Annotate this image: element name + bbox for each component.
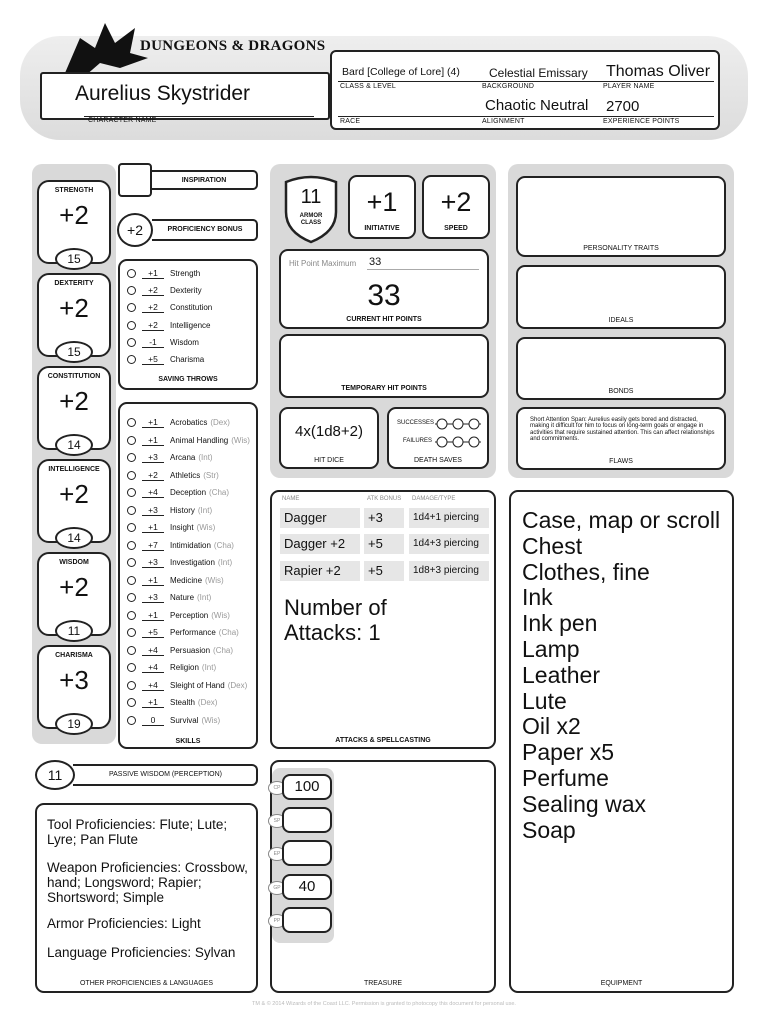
proficiency-circle-icon[interactable]: [127, 611, 136, 620]
header: [0, 0, 768, 150]
equipment-title: EQUIPMENT: [600, 980, 643, 987]
initiative-value[interactable]: +1: [366, 187, 398, 217]
info-line-1: [338, 81, 714, 82]
skill-value: +5: [142, 627, 164, 638]
ability-strength: [37, 180, 111, 264]
skill-value: +7: [142, 540, 164, 551]
proficiency-circle-icon[interactable]: [127, 453, 136, 462]
equipment-item: Clothes, fine: [522, 558, 650, 585]
alignment-label: ALIGNMENT: [482, 118, 525, 125]
xp-value[interactable]: 2700: [606, 98, 640, 115]
skill-name: Animal Handling: [170, 435, 229, 445]
failures-circles-icon[interactable]: [435, 436, 481, 448]
player-name-value[interactable]: Thomas Oliver: [606, 63, 711, 80]
attacks-title: ATTACKS & SPELLCASTING: [335, 737, 431, 744]
saving-throw-name: Constitution: [170, 303, 213, 312]
coin-gp: [273, 874, 332, 900]
skill-ability: (Dex): [197, 698, 218, 707]
skill-name: Medicine: [170, 575, 203, 585]
saving-throw-value: -1: [142, 337, 164, 348]
equipment-item: Ink pen: [522, 610, 598, 637]
skill-name: Survival: [170, 715, 199, 725]
skill-ability: (Int): [197, 505, 213, 515]
ability-score[interactable]: 19: [55, 713, 93, 735]
ability-modifier[interactable]: +2: [59, 386, 89, 416]
skill-value: +3: [142, 505, 164, 516]
temp-hp-box: [279, 334, 489, 398]
class-level-value[interactable]: Bard [College of Lore] (4): [342, 66, 460, 78]
equipment-item: Lamp: [522, 635, 580, 662]
hp-max-value[interactable]: 33: [369, 256, 382, 268]
skill-ability: (Int): [198, 453, 213, 462]
coin-ep: [273, 840, 332, 866]
player-name-label: PLAYER NAME: [603, 83, 655, 90]
skill-row[interactable]: [120, 554, 232, 571]
attack-bonus[interactable]: +5: [364, 534, 404, 554]
ability-modifier[interactable]: +3: [59, 665, 89, 695]
proficiency-bonus-circle: [117, 213, 153, 247]
proficiency-circle-icon[interactable]: [127, 523, 136, 532]
coin-tag: EP: [268, 847, 286, 861]
skill-name: Sleight of Hand: [170, 680, 225, 690]
saving-throw-row[interactable]: [120, 282, 202, 299]
inspiration-box[interactable]: [118, 163, 152, 197]
ideals-box: [516, 265, 726, 329]
skill-row[interactable]: [120, 414, 230, 431]
ideals-label: IDEALS: [608, 317, 634, 324]
skill-name: Perception: [170, 610, 209, 620]
armor-class-value[interactable]: 11: [300, 186, 322, 208]
language-proficiencies-text: Language Proficiencies: Sylvan: [47, 945, 236, 960]
equipment-item: Paper x5: [522, 739, 615, 766]
equipment-item: Perfume: [522, 764, 609, 791]
attack-name[interactable]: Rapier +2: [280, 561, 360, 581]
saving-throw-value: +5: [142, 354, 164, 365]
flaws-label: FLAWS: [609, 458, 633, 465]
initiative-box: [348, 175, 416, 239]
attack-name[interactable]: Dagger: [280, 508, 360, 528]
background-label: BACKGROUND: [482, 83, 535, 90]
skill-ability: (Str): [203, 470, 219, 480]
skill-ability: (Wis): [196, 523, 216, 532]
attack-bonus[interactable]: +5: [364, 561, 404, 581]
coin-sp: [273, 807, 332, 833]
ability-modifier[interactable]: +2: [59, 200, 89, 230]
proficiency-circle-icon[interactable]: [127, 321, 136, 330]
ability-modifier[interactable]: +2: [59, 479, 89, 509]
equipment-item: Oil x2: [522, 713, 581, 740]
skill-value: +1: [142, 610, 164, 621]
skill-row[interactable]: [120, 694, 217, 711]
saving-throw-value: +1: [142, 268, 164, 279]
tool-proficiencies-text: Tool Proficiencies: Flute; Lute; Lyre; Pan Flute: [47, 817, 228, 847]
proficiency-circle-icon[interactable]: [127, 576, 136, 585]
skill-row[interactable]: [120, 467, 219, 484]
skill-ability: (Cha): [213, 540, 234, 550]
skill-value: +1: [142, 417, 164, 428]
skill-row[interactable]: [120, 624, 239, 641]
equipment-item: Ink: [522, 584, 553, 611]
flaws-text: Short Attention Span: Aurelius easily gets bored and distracted, making it difficult for him to focus on long-term goals or engage in activities that require sustained attention. This can affect relationships and commitments.: [530, 417, 715, 443]
ability-name: CONSTITUTION: [47, 373, 101, 380]
equipment-item: Case, map or scroll: [522, 507, 721, 533]
skill-row[interactable]: [120, 642, 233, 659]
saving-throw-value: +2: [142, 302, 164, 313]
skill-name: History: [170, 505, 195, 515]
ability-intelligence: [37, 459, 111, 543]
skill-ability: (Cha): [218, 628, 239, 637]
ability-name: INTELLIGENCE: [48, 466, 100, 473]
failures-label: FAILURES: [403, 438, 433, 444]
skills-title: SKILLS: [175, 738, 201, 745]
attack-damage[interactable]: 1d4+3 piercing: [409, 534, 489, 554]
skill-ability: (Cha): [209, 488, 230, 497]
skill-value: +4: [142, 487, 164, 498]
proficiency-circle-icon[interactable]: [127, 558, 136, 567]
skill-name: Insight: [170, 523, 194, 532]
skill-row[interactable]: [120, 607, 230, 624]
passive-wisdom-label: PASSIVE WISDOM (PERCEPTION): [108, 771, 223, 778]
skill-name: Nature: [170, 593, 195, 602]
skill-name: Intimidation: [170, 540, 211, 550]
proficiency-circle-icon[interactable]: [127, 488, 136, 497]
attack-damage[interactable]: 1d4+1 piercing: [409, 508, 489, 528]
skill-ability: (Dex): [210, 418, 230, 427]
skill-value: +1: [142, 575, 164, 586]
class-level-label: CLASS & LEVEL: [340, 83, 396, 90]
ability-charisma: [37, 645, 111, 729]
skill-name: Arcana: [170, 453, 196, 462]
proficiency-circle-icon[interactable]: [127, 628, 136, 637]
hp-max-label: Hit Point Maximum: [289, 259, 357, 268]
skill-value: +3: [142, 452, 164, 463]
coin-value[interactable]: [282, 907, 332, 933]
hit-dice-label: HIT DICE: [314, 457, 344, 464]
skill-ability: (Wis): [211, 610, 230, 620]
successes-label: SUCCESSES: [397, 420, 435, 426]
attacks-col-damage: DAMAGE/TYPE: [412, 496, 456, 502]
saving-throw-value: +2: [142, 285, 164, 296]
saving-throw-row[interactable]: [120, 317, 210, 334]
character-name-value[interactable]: Aurelius Skystrider: [75, 82, 251, 105]
skill-row[interactable]: [120, 484, 229, 501]
ability-score[interactable]: 14: [55, 434, 93, 456]
skill-row[interactable]: [120, 712, 220, 729]
skill-value: +3: [142, 592, 164, 603]
proficiency-circle-icon[interactable]: [127, 355, 136, 364]
skill-row[interactable]: [120, 449, 213, 466]
speed-value[interactable]: +2: [440, 187, 472, 217]
skill-row[interactable]: [120, 589, 211, 606]
skill-name: Religion: [170, 663, 199, 672]
ability-score[interactable]: 15: [55, 341, 93, 363]
ability-wisdom: [37, 552, 111, 636]
equipment-panel: [509, 490, 734, 993]
proficiency-circle-icon[interactable]: [127, 646, 136, 655]
skill-value: +2: [142, 470, 164, 481]
race-label: RACE: [340, 118, 361, 125]
saving-throw-row[interactable]: [120, 351, 204, 368]
skill-ability: (Int): [201, 663, 217, 672]
ability-constitution: [37, 366, 111, 450]
skill-value: +1: [142, 435, 164, 446]
proficiency-circle-icon[interactable]: [127, 269, 136, 278]
skill-name: Persuasion: [170, 645, 211, 655]
proficiency-circle-icon[interactable]: [127, 436, 136, 445]
inspiration-label: INSPIRATION: [181, 177, 227, 184]
footer-text: TM & © 2014 Wizards of the Coast LLC. Permission is granted to photocopy this document for personal use.: [252, 1001, 516, 1007]
proficiency-circle-icon[interactable]: [127, 418, 136, 427]
saving-throw-name: Wisdom: [170, 338, 199, 347]
proficiency-circle-icon[interactable]: [127, 593, 136, 602]
skills-panel: [118, 402, 258, 749]
coin-tag: GP: [268, 881, 286, 895]
attack-damage[interactable]: 1d8+3 piercing: [409, 561, 489, 581]
skill-row[interactable]: [120, 432, 250, 449]
saving-throws-panel: [118, 259, 258, 390]
alignment-value[interactable]: Chaotic Neutral: [485, 97, 589, 114]
skill-value: +4: [142, 645, 164, 656]
coin-tag: CP: [268, 781, 286, 795]
equipment-item: Chest: [522, 532, 583, 559]
saving-throws-title: SAVING THROWS: [158, 376, 218, 383]
skill-name: Performance: [170, 628, 216, 637]
saving-throw-name: Intelligence: [170, 321, 211, 330]
hit-dice-value[interactable]: 4x(1d8+2): [295, 423, 363, 440]
skill-row[interactable]: [120, 502, 212, 519]
skill-value: +4: [142, 662, 164, 673]
equipment-item: Soap: [522, 816, 576, 843]
skill-name: Athletics: [170, 470, 201, 480]
death-saves-box: [387, 407, 489, 469]
saving-throw-name: Charisma: [170, 355, 205, 364]
skill-value: +3: [142, 557, 164, 568]
bonds-box: [516, 337, 726, 400]
skill-ability: (Wis): [201, 715, 221, 725]
initiative-label: INITIATIVE: [364, 225, 400, 232]
ability-name: WISDOM: [59, 559, 89, 566]
equipment-item: Sealing wax: [522, 790, 647, 817]
skill-row[interactable]: [120, 659, 216, 676]
skill-value: 0: [142, 715, 164, 726]
saving-throw-row[interactable]: [120, 265, 200, 282]
skill-ability: (Int): [217, 558, 233, 567]
ability-modifier[interactable]: +2: [59, 293, 89, 323]
personality-traits-label: PERSONALITY TRAITS: [583, 245, 659, 252]
equipment-item: Lute: [522, 687, 567, 714]
skill-name: Deception: [170, 488, 207, 497]
current-hp-label: CURRENT HIT POINTS: [346, 316, 422, 323]
saving-throw-value: +2: [142, 320, 164, 331]
background-value[interactable]: Celestial Emissary: [489, 66, 588, 80]
skill-value: +1: [142, 522, 164, 533]
proficiency-bonus-value[interactable]: +2: [127, 222, 143, 238]
character-name-label: CHARACTER NAME: [88, 117, 157, 124]
ability-name: CHARISMA: [55, 652, 93, 659]
proficiency-circle-icon[interactable]: [127, 681, 136, 690]
info-line-2: [338, 116, 714, 117]
skill-row[interactable]: [120, 519, 215, 536]
dragon-logo-icon: [60, 18, 150, 78]
armor-proficiencies-text: Armor Proficiencies: Light: [47, 916, 201, 931]
hit-dice-box: [279, 407, 379, 469]
saving-throw-name: Dexterity: [170, 286, 202, 295]
attack-bonus[interactable]: +3: [364, 508, 404, 528]
current-hp-value[interactable]: 33: [367, 279, 401, 312]
current-hp-box: [279, 249, 489, 329]
equipment-list: [522, 508, 727, 843]
speed-label: SPEED: [444, 225, 468, 232]
skill-ability: (Wis): [205, 575, 224, 585]
temp-hp-label: TEMPORARY HIT POINTS: [341, 385, 427, 392]
ability-score[interactable]: 11: [55, 620, 93, 642]
ability-name: STRENGTH: [54, 187, 94, 194]
other-proficiencies-panel: [35, 803, 258, 993]
proficiency-circle-icon[interactable]: [127, 541, 136, 550]
skill-ability: (Cha): [213, 645, 234, 655]
attacks-panel: [270, 490, 496, 749]
bonds-label: BONDS: [608, 388, 634, 395]
proficiency-circle-icon[interactable]: [127, 303, 136, 312]
skill-row[interactable]: [120, 572, 224, 589]
death-saves-label: DEATH SAVES: [414, 457, 462, 464]
ability-score[interactable]: 15: [55, 248, 93, 270]
flaws-box: [516, 407, 726, 470]
skill-ability: (Dex): [227, 680, 248, 690]
attacks-col-bonus: ATK BONUS: [367, 496, 402, 502]
skill-value: +1: [142, 697, 164, 708]
proficiency-circle-icon[interactable]: [127, 506, 136, 515]
coin-value[interactable]: 40: [282, 874, 332, 900]
successes-circles-icon[interactable]: [435, 418, 481, 430]
passive-wisdom-circle: [35, 760, 75, 790]
saving-throw-row[interactable]: [120, 299, 212, 316]
proficiency-circle-icon[interactable]: [127, 338, 136, 347]
proficiency-circle-icon[interactable]: [127, 471, 136, 480]
logo-text: DUNGEONS & DRAGONS: [140, 38, 326, 54]
coin-cp: [273, 774, 332, 800]
treasure-title: TREASURE: [363, 980, 403, 987]
attacks-note: Number of Attacks: 1: [284, 595, 387, 645]
skill-row[interactable]: [120, 537, 234, 554]
armor-class-label: ARMOR CLASS: [299, 213, 323, 226]
passive-wisdom-value[interactable]: 11: [47, 767, 63, 783]
ability-dexterity: [37, 273, 111, 357]
saving-throw-row[interactable]: [120, 334, 199, 351]
attack-name[interactable]: Dagger +2: [280, 534, 360, 554]
ability-name: DEXTERITY: [54, 280, 94, 287]
hp-max-underline: [367, 269, 479, 270]
coin-value[interactable]: [282, 840, 332, 866]
skill-ability: (Wis): [231, 435, 250, 445]
ability-score[interactable]: 14: [55, 527, 93, 549]
proficiency-circle-icon[interactable]: [127, 663, 136, 672]
weapon-proficiencies-text: Weapon Proficiencies: Crossbow, hand; Longsword; Rapier; Shortsword; Simple: [47, 860, 248, 905]
coin-tag: PP: [268, 914, 286, 928]
coin-value[interactable]: 100: [282, 774, 332, 800]
ability-modifier[interactable]: +2: [59, 572, 89, 602]
xp-label: EXPERIENCE POINTS: [603, 118, 680, 125]
coin-pp: [273, 907, 332, 933]
coin-tag: SP: [268, 814, 286, 828]
attacks-col-name: NAME: [282, 496, 300, 502]
speed-box: [422, 175, 490, 239]
equipment-item: Leather: [522, 661, 601, 688]
proficiency-circle-icon[interactable]: [127, 286, 136, 295]
other-proficiencies-title: OTHER PROFICIENCIES & LANGUAGES: [79, 980, 214, 987]
skill-name: Stealth: [170, 698, 195, 707]
skill-name: Investigation: [170, 558, 215, 567]
saving-throw-name: Strength: [170, 269, 201, 278]
skill-row[interactable]: [120, 677, 247, 694]
coin-value[interactable]: [282, 807, 332, 833]
proficiency-bonus-label: PROFICIENCY BONUS: [167, 226, 243, 233]
proficiency-circle-icon[interactable]: [127, 716, 136, 725]
skill-name: Acrobatics: [170, 418, 208, 427]
personality-traits-box: [516, 176, 726, 257]
skill-ability: (Int): [197, 593, 212, 602]
skill-value: +4: [142, 680, 164, 691]
proficiency-circle-icon[interactable]: [127, 698, 136, 707]
